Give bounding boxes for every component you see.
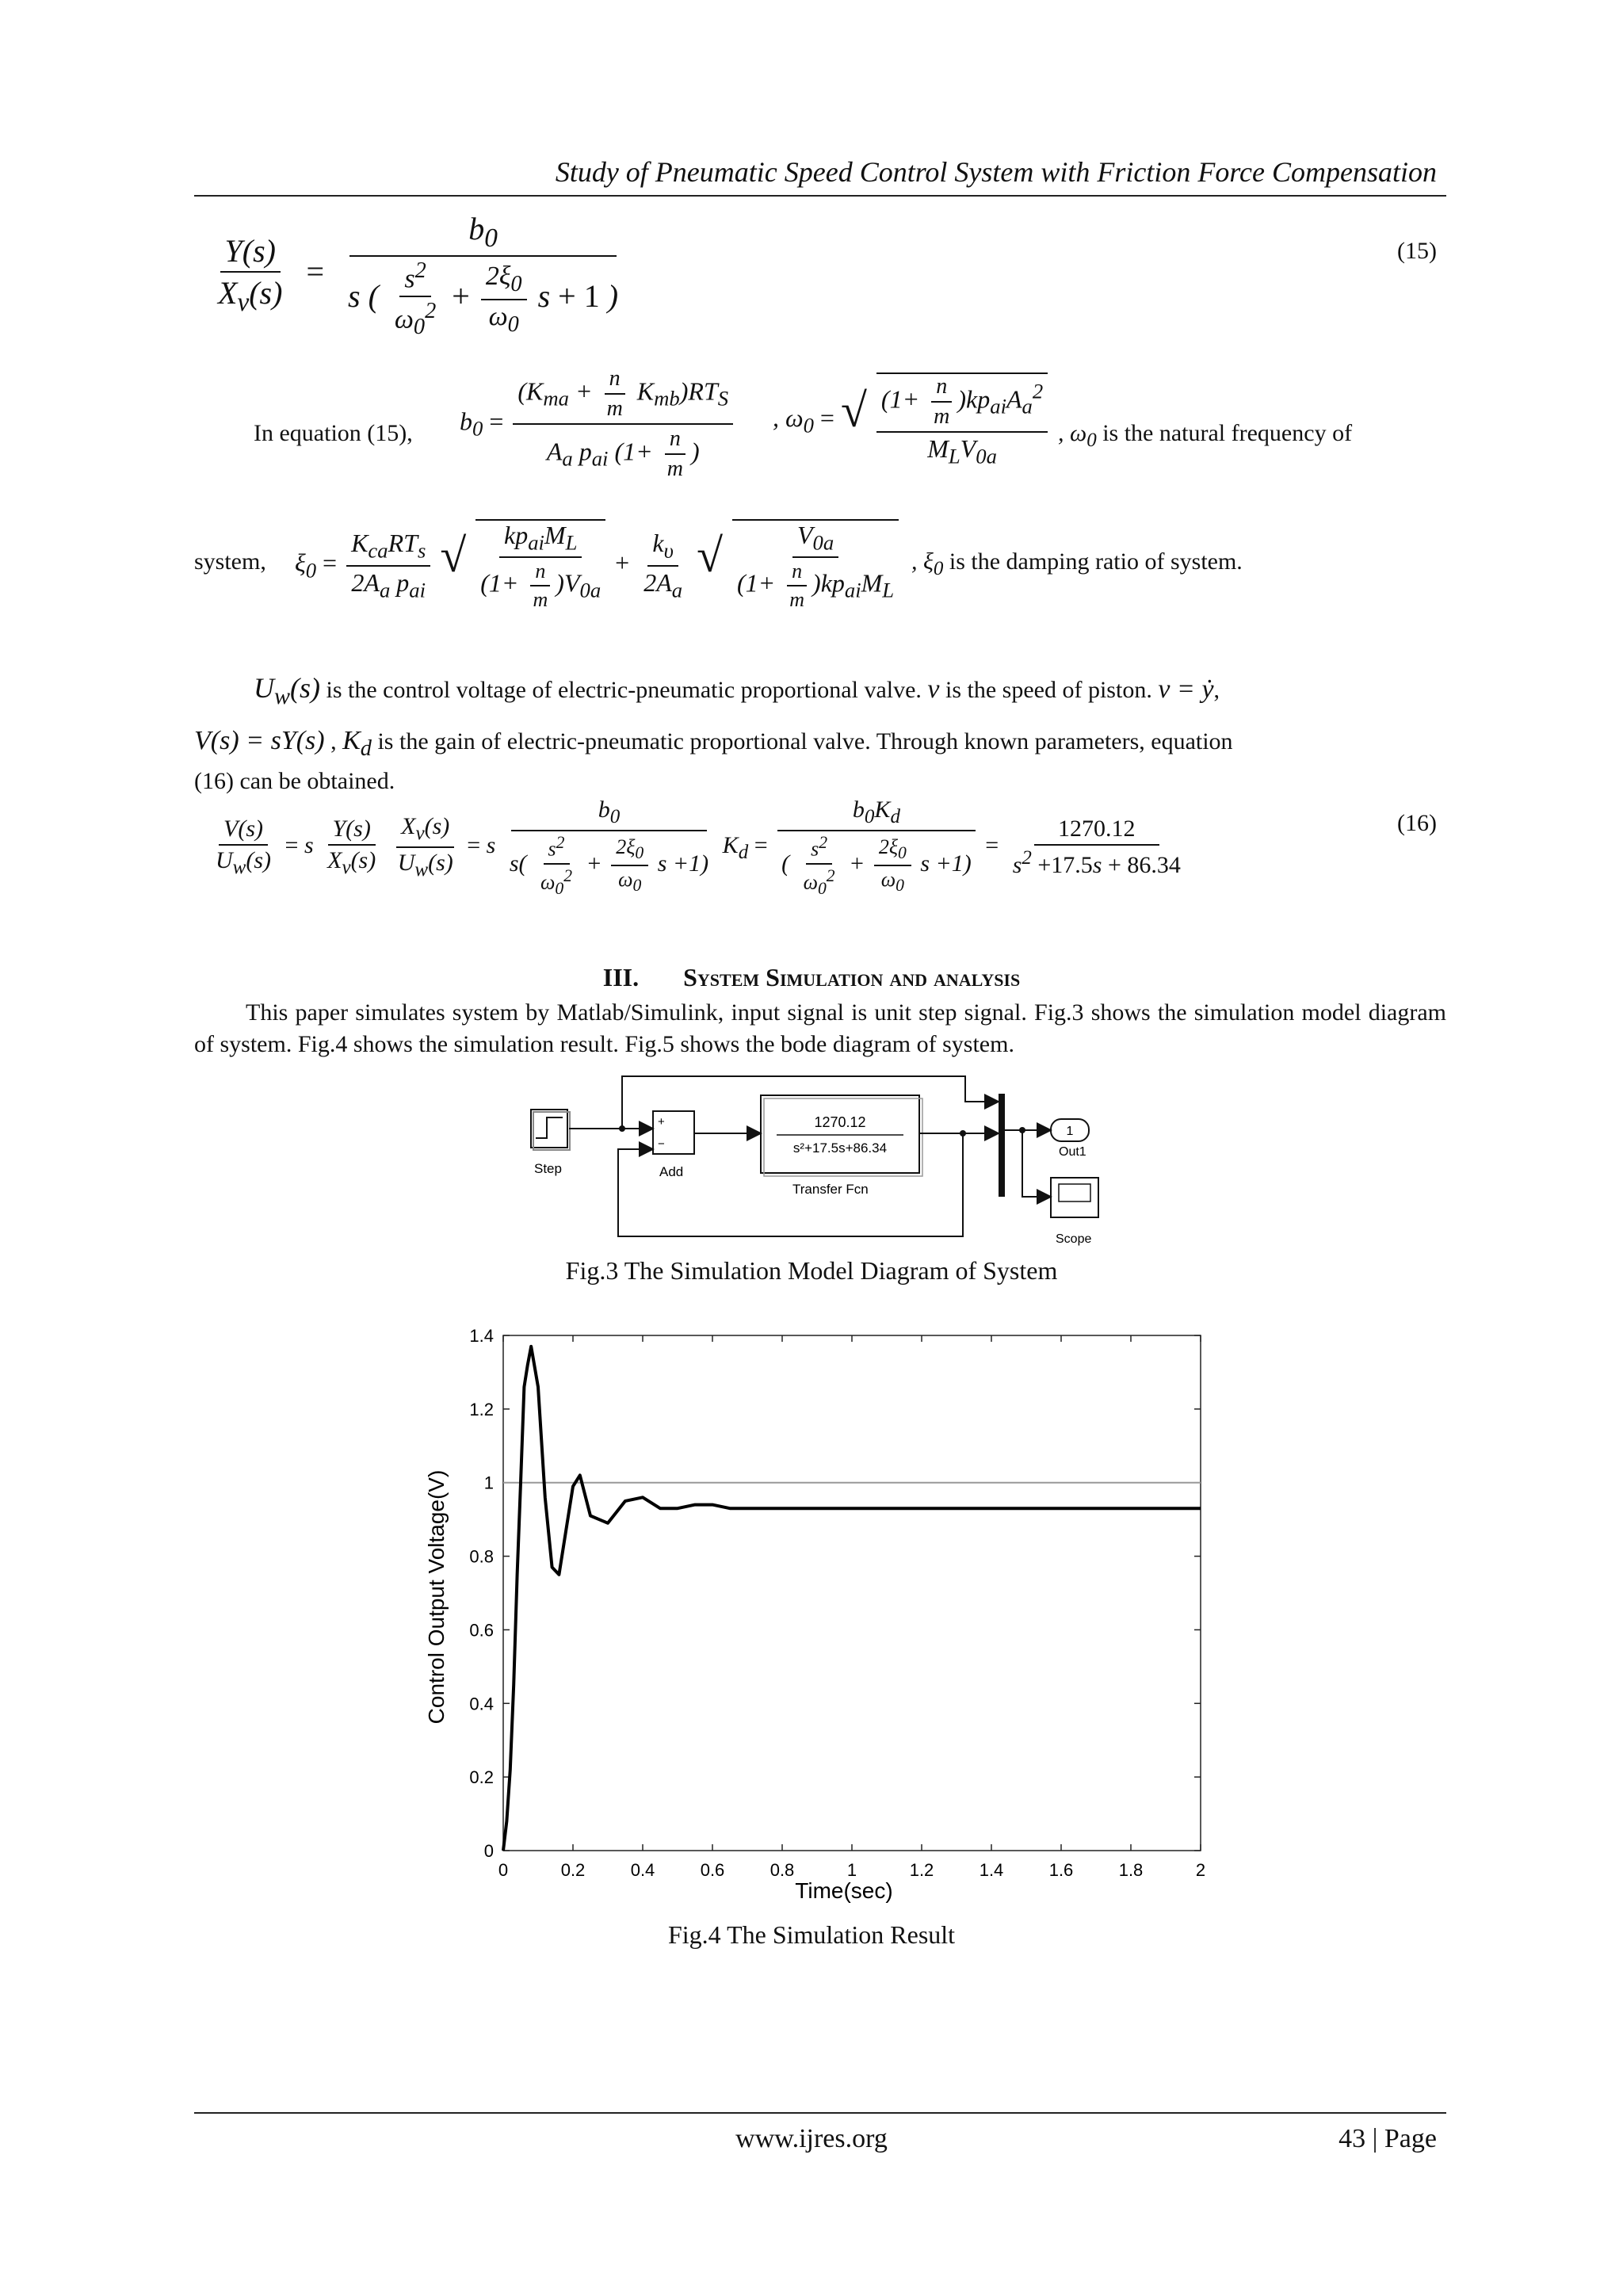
y-tick-label: 1: [483, 1473, 494, 1493]
y-tick-label: 1.2: [469, 1399, 494, 1419]
y-tick-label: 0.2: [469, 1767, 494, 1788]
equation-16-number: (16): [1397, 810, 1437, 836]
step-label: Step: [534, 1161, 562, 1176]
scope-screen-icon: [1059, 1184, 1090, 1201]
add-minus-sign: −: [658, 1137, 665, 1151]
y-tick-label: 0.4: [469, 1694, 494, 1714]
section-heading: [0, 963, 1623, 992]
fig4-caption: Fig.4 The Simulation Result: [667, 1920, 956, 1949]
xi0-definition: $\xi_0$ = $\frac{K_{ca}RT_s}{2A_a p_{ai}}$ √ $kp_{ai}M_L$ (1+ $\frac{n}{m}$ )$V_{0a}$ + $\frac{k_\upsilon}{2A_a}$ √ $V_{0a}$ (1+ $\frac{n}{m}$ )$kp_{ai}M_L$: [295, 519, 902, 612]
eq15-intro-text: In equation (15),: [254, 420, 413, 446]
x-tick-label: 1.6: [1048, 1860, 1074, 1880]
scope-block[interactable]: [1051, 1178, 1098, 1217]
add-label: Add: [659, 1164, 684, 1179]
omega0-text: , $\omega_0$ is the natural frequency of: [1058, 420, 1353, 451]
omega0-definition: , $\omega_0$ = √ (1+ $\frac{n}{m}$ )$kp_{ai}A_a^2$ $M_LV_{0a}$: [773, 372, 1051, 468]
simulink-diagram: [523, 1070, 1125, 1260]
x-tick-label: 0.8: [769, 1860, 795, 1880]
tf-label: Transfer Fcn: [792, 1182, 869, 1197]
system-text: system,: [194, 548, 266, 575]
simulation-result-chart: [412, 1312, 1220, 1930]
chart-y-label: Control Output Voltage(V): [424, 1469, 449, 1725]
x-tick-label: 1: [846, 1860, 857, 1880]
y-tick-label: 0.6: [469, 1620, 494, 1641]
equation-15-number: (15): [1397, 238, 1437, 264]
tf-denominator: s²+17.5s+86.34: [792, 1140, 888, 1156]
section-body: This paper simulates system by Matlab/Simulink, input signal is unit step signal. Fig.3 shows the simulation model diagram of system. Fig.4 shows the simulation result. Fig.5 shows the bode diagram of system.: [194, 999, 1446, 1057]
tf-numerator: 1270.12: [814, 1114, 866, 1130]
transfer-fcn-block[interactable]: [761, 1095, 922, 1176]
uw-desc: is the control voltage of electric-pneumatic proportional valve.: [326, 677, 922, 703]
add-block[interactable]: [653, 1111, 694, 1154]
out1-port[interactable]: [1051, 1119, 1089, 1141]
footer-rule: [194, 2112, 1446, 2114]
fig3-caption: Fig.3 The Simulation Model Diagram of System: [565, 1256, 1058, 1285]
omega0-desc: is the natural frequency of: [1102, 420, 1353, 446]
b0-definition: $b_0$ = ($K_{ma}$ + $\frac{n}{m}$ $K_{mb})RT_S$ $A_a$ $p_{ai}$ (1+ $\frac{n}{m}$ ): [460, 366, 736, 482]
x-tick-label: 1.8: [1118, 1860, 1144, 1880]
y-tick-label: 0.8: [469, 1546, 494, 1567]
section-title: System Simulation and analysis: [683, 963, 1021, 991]
paragraph-uw: $U_w(s)$ is the control voltage of electric-pneumatic proportional valve. v is the speed of piston. v = ẏ,: [254, 672, 1220, 710]
x-tick-label: 1.4: [979, 1860, 1004, 1880]
x-tick-label: 0.6: [700, 1860, 725, 1880]
x-tick-label: 1.2: [909, 1860, 934, 1880]
xi0-desc: is the damping ratio of system.: [949, 548, 1243, 575]
step-block[interactable]: [531, 1110, 570, 1150]
chart-x-label: Time(sec): [795, 1878, 893, 1903]
add-plus-sign: +: [658, 1115, 665, 1129]
xi0-text: , $\xi_0$ is the damping ratio of system.: [911, 548, 1243, 579]
x-tick-label: 0.2: [560, 1860, 586, 1880]
x-tick-label: 2: [1195, 1860, 1206, 1880]
running-header: Study of Pneumatic Speed Control System with Friction Force Compensation: [555, 156, 1437, 188]
scope-label: Scope: [1056, 1232, 1092, 1246]
v-speed-desc: is the speed of piston.: [945, 677, 1152, 703]
paragraph-kd: V(s) = sY(s) , $K_d$ is the gain of electric-pneumatic proportional valve. Through known parameters, equation: [194, 726, 1233, 761]
plot-area: [503, 1335, 1201, 1851]
footer-link[interactable]: www.ijres.org: [735, 2124, 888, 2153]
paragraph-16: (16) can be obtained.: [194, 768, 395, 794]
footer-page-number: 43 | Page: [1338, 2124, 1437, 2153]
equation-16: $\frac{V(s)}{U_w(s)}$ = s $\frac{Y(s)}{X_v(s)}$ $\frac{X_v(s)}{U_w(s)}$ = s $b_0$ s( $\frac{s^2}{\omega_0^2}$ + $\frac{2\xi_0}{\omega_0}$ s +1) $K_d$ = $b_0K_d$ ( $\frac{s^2}{\omega_0^2}$ + $\frac{2\xi_0}{\omega_0}$ s +1) = $\frac{1270.12}{s^2 +17.5s + 86.34}$: [216, 797, 1181, 898]
out1-label: Out1: [1059, 1145, 1086, 1159]
equation-15: $\frac{Y(s)}{X_v(s)}$ = $b_0$ s ( $\frac{s^2}{\omega_0^2}$ + $\frac{2\xi_0}{\omega_0}$ s + 1 ): [218, 211, 619, 340]
x-tick-label: 0.4: [630, 1860, 655, 1880]
y-tick-label: 1.4: [469, 1326, 494, 1346]
y-tick-label: 0: [483, 1841, 494, 1861]
out1-number: 1: [1066, 1125, 1074, 1138]
header-rule: [194, 195, 1446, 197]
kd-desc: is the gain of electric-pneumatic proportional valve. Through known parameters, equation: [377, 728, 1233, 755]
section-number: III.: [602, 963, 640, 991]
x-tick-label: 0: [498, 1860, 509, 1880]
mux-block[interactable]: [999, 1094, 1005, 1197]
